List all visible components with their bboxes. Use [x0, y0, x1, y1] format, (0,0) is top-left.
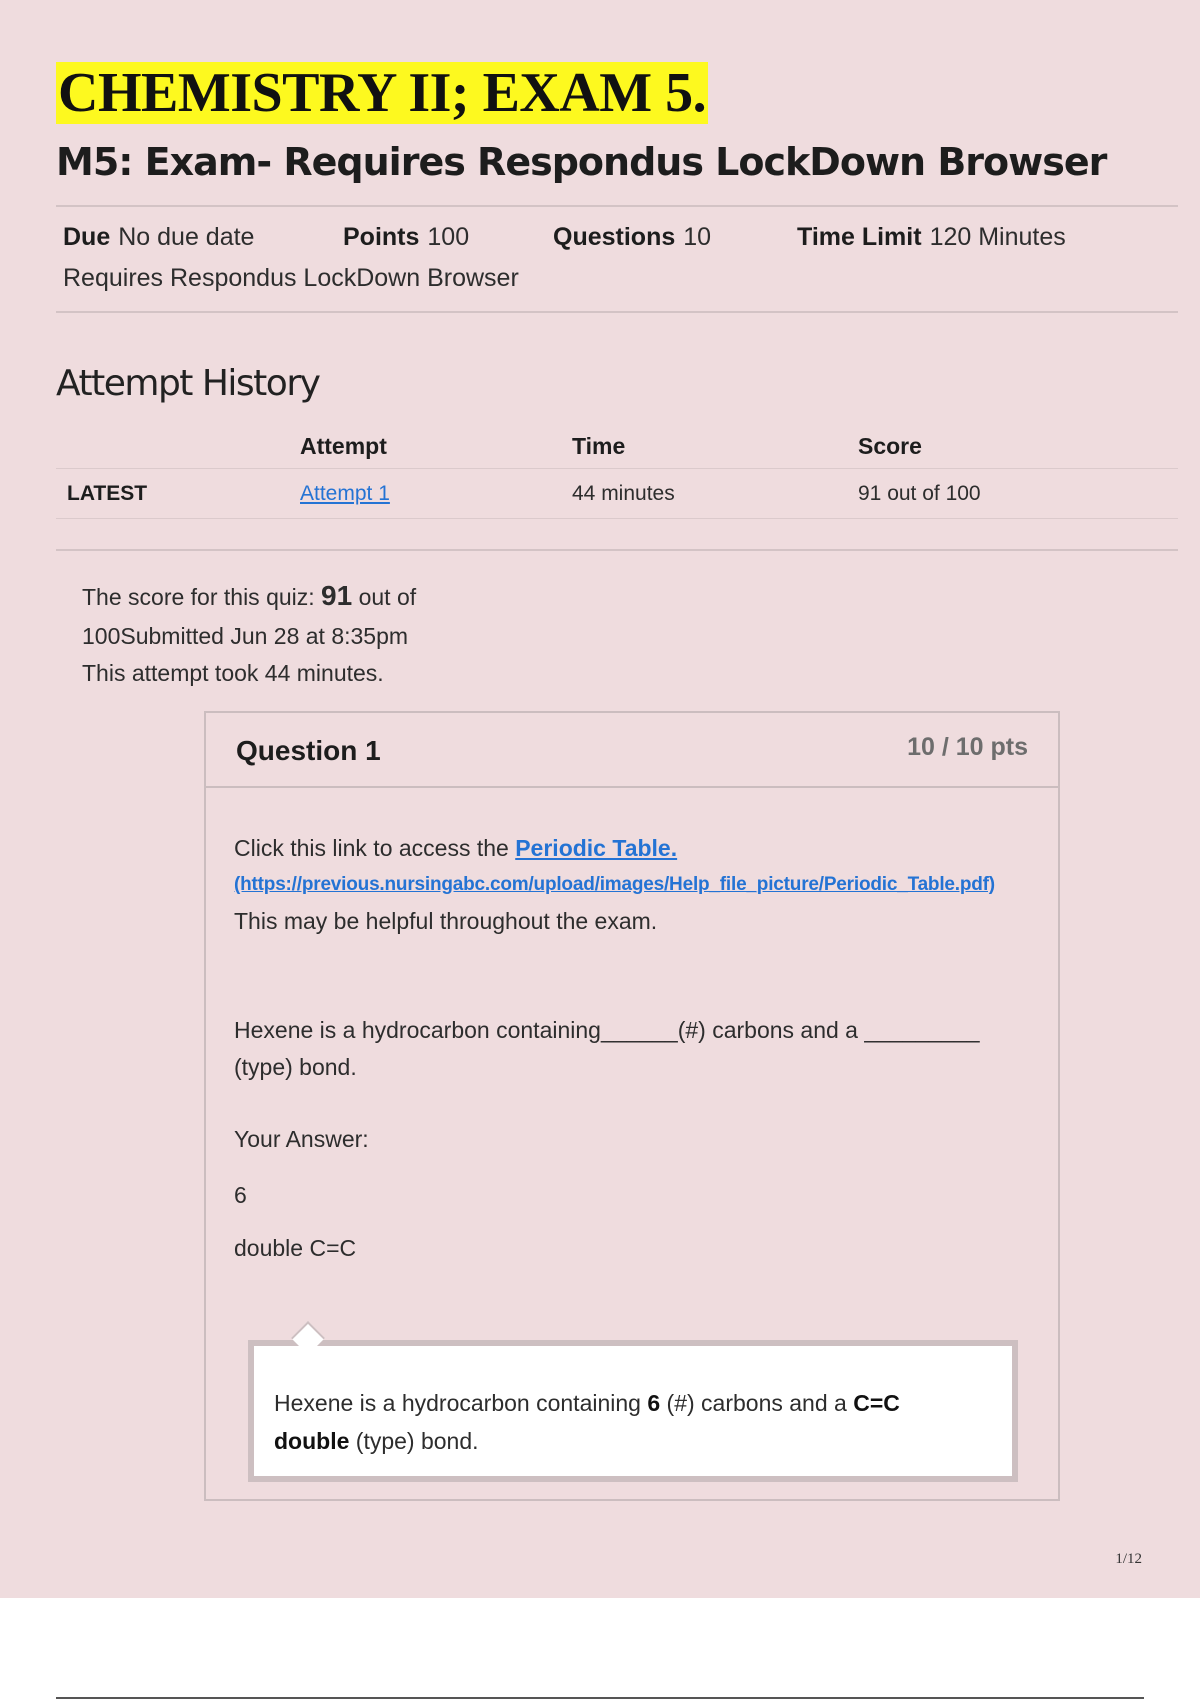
answer-label: Your Answer: [234, 1126, 369, 1152]
questions-label: Questions [553, 223, 676, 251]
attempt-link[interactable]: Attempt 1 [300, 482, 390, 505]
intro-prefix: Click this link to access the [234, 835, 516, 861]
quiz-score-line [82, 582, 416, 611]
submission-info: 100Submitted Jun 28 at 8:35pm [82, 623, 409, 649]
score-suffix: out of [352, 584, 417, 610]
quiz-score-value: 91 [321, 580, 353, 611]
attempt-history-heading: Attempt History [56, 363, 320, 404]
due-detail [63, 222, 254, 252]
answer-value: double C=C [234, 1235, 357, 1261]
divider [56, 311, 1178, 313]
time-limit-value: 120 Minutes [929, 223, 1066, 251]
latest-badge: LATEST [67, 482, 148, 505]
divider [56, 549, 1178, 551]
feedback-text: Hexene is a hydrocarbon containing 6 (#) carbons and a C=C double (type) bond. [274, 1390, 900, 1454]
divider [56, 205, 1178, 207]
due-value: No due date [118, 223, 255, 251]
document-title: CHEMISTRY II; EXAM 5. [58, 62, 707, 124]
answer-value: 6 [234, 1182, 247, 1208]
question-intro-note: This may be helpful throughout the exam. [234, 908, 658, 934]
lockdown-requirement: Requires Respondus LockDown Browser [63, 264, 519, 292]
feedback-bond-formula: C=C [853, 1390, 900, 1416]
question-prompt: Hexene is a hydrocarbon containing______(#) carbons and a _________ [234, 1017, 980, 1043]
questions-value: 10 [683, 223, 712, 251]
periodic-table-url-link[interactable]: (https://previous.nursingabc.com/upload/images/Help_file_picture/Periodic_Table.pdf) [234, 874, 995, 895]
table-row [300, 481, 390, 507]
time-limit-detail [797, 222, 1066, 252]
column-header-attempt: Attempt [300, 433, 387, 459]
footer-rule [56, 1697, 1144, 1699]
feedback-bond-type: double [274, 1428, 350, 1454]
points-label: Points [343, 223, 420, 251]
question-points: 10 / 10 pts [907, 733, 1028, 761]
table-header-divider [56, 468, 1178, 469]
question-prompt-continued: (type) bond. [234, 1054, 357, 1080]
questions-detail [553, 222, 711, 252]
answer-feedback-box [248, 1340, 1018, 1482]
question-intro [234, 834, 677, 862]
attempt-score: 91 out of 100 [858, 482, 981, 505]
table-row-divider [56, 518, 1178, 519]
points-value: 100 [427, 223, 470, 251]
column-header-time: Time [572, 433, 626, 459]
time-limit-label: Time Limit [797, 223, 922, 251]
periodic-table-link[interactable]: Periodic Table. [515, 835, 678, 861]
page-number: 1/12 [1115, 1551, 1142, 1567]
column-header-score: Score [858, 433, 922, 459]
exam-subtitle: M5: Exam- Requires Respondus LockDown Browser [56, 140, 1107, 184]
feedback-carbon-count: 6 [647, 1390, 661, 1416]
due-label: Due [63, 223, 111, 251]
attempt-time: 44 minutes [572, 482, 675, 505]
score-prefix: The score for this quiz: [82, 584, 322, 610]
question-header [206, 713, 1058, 788]
points-detail [343, 222, 469, 252]
question-title: Question 1 [236, 735, 381, 766]
attempt-duration: This attempt took 44 minutes. [82, 660, 384, 686]
